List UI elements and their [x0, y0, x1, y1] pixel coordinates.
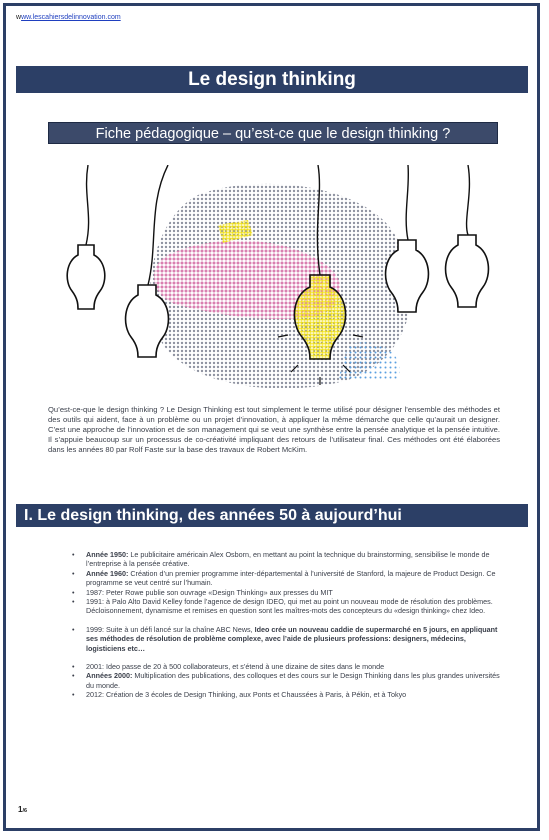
list-item: • 1999: Suite à un défi lancé sur la chaîne ABC News, Ideo crée un nouveau caddie de supermarché en 5 jours, en appliquant ses méthodes de résolution de problème complexe, avec l’aide de plusieurs professions: designers, médecins, logisticiens etc… [72, 625, 500, 653]
list-item: • Années 2000: Multiplication des publications, des colloques et des cours sur le Design Thinking dans les plus grandes universités du monde. [72, 671, 500, 690]
subtitle: Fiche pédagogique – qu’est-ce que le design thinking ? [48, 122, 498, 144]
list-item: • Année 1960: Création d’un premier programme inter-départemental à l’université de Stanford, la majeure de Product Design. Ce programme se veut centré sur l’humain. [72, 569, 500, 588]
list-item: • 1991: à Palo Alto David Kelley fonde l’agence de design IDEO, qui met au point un nouveau mode de résolution des problèmes. Décloisonnement, dynamisme et remises en question sont les maîtres-mots des concepteurs du «design thinking» chez Ideo. [72, 597, 500, 616]
page-title: Le design thinking [16, 66, 528, 93]
site-link[interactable]: ww.lescahiersdelinnovation.com [21, 14, 121, 21]
light-bulbs-illustration [48, 165, 498, 388]
page-number: 1/6 [18, 805, 28, 814]
intro-paragraph: Qu’est-ce-que le design thinking ? Le Design Thinking est tout simplement le terme utilisé pour désigner l’ensemble des méthodes et des outils qui aident, face à un problème ou un projet d’innovation, à appliquer la même démarche que celle qu’aurait un designer. C’est une approche de l’innovation et de son management qui se veut une synthèse entre la pensée analytique et la pensée intuitive. Il s’appuie beaucoup sur un processus de co-créativité impliquant des retours de l’utilisateur final. Ces méthodes ont été élaborées dans les années 80 par Rolf Faste sur la base des travaux de Robert McKim. [48, 405, 500, 454]
list-item: • 2012: Création de 3 écoles de Design Thinking, aux Ponts et Chaussées à Paris, à Pékin, et à Tokyo [72, 690, 500, 699]
site-url: www.lescahiersdelinnovation.com [16, 14, 121, 21]
list-item: • 1987: Peter Rowe publie son ouvrage «Design Thinking» aux presses du MIT [72, 588, 500, 597]
list-item: • Année 1950: Le publicitaire américain Alex Osborn, en mettant au point la technique du brainstorming, sensibilise le monde de l’entreprise à la pensée créative. [72, 550, 500, 569]
list-item: • 2001: Ideo passe de 20 à 500 collaborateurs, et s’étend à une dizaine de sites dans le monde [72, 662, 500, 671]
section-heading: I. Le design thinking, des années 50 à aujourd’hui [16, 504, 528, 527]
timeline-list [72, 550, 500, 700]
